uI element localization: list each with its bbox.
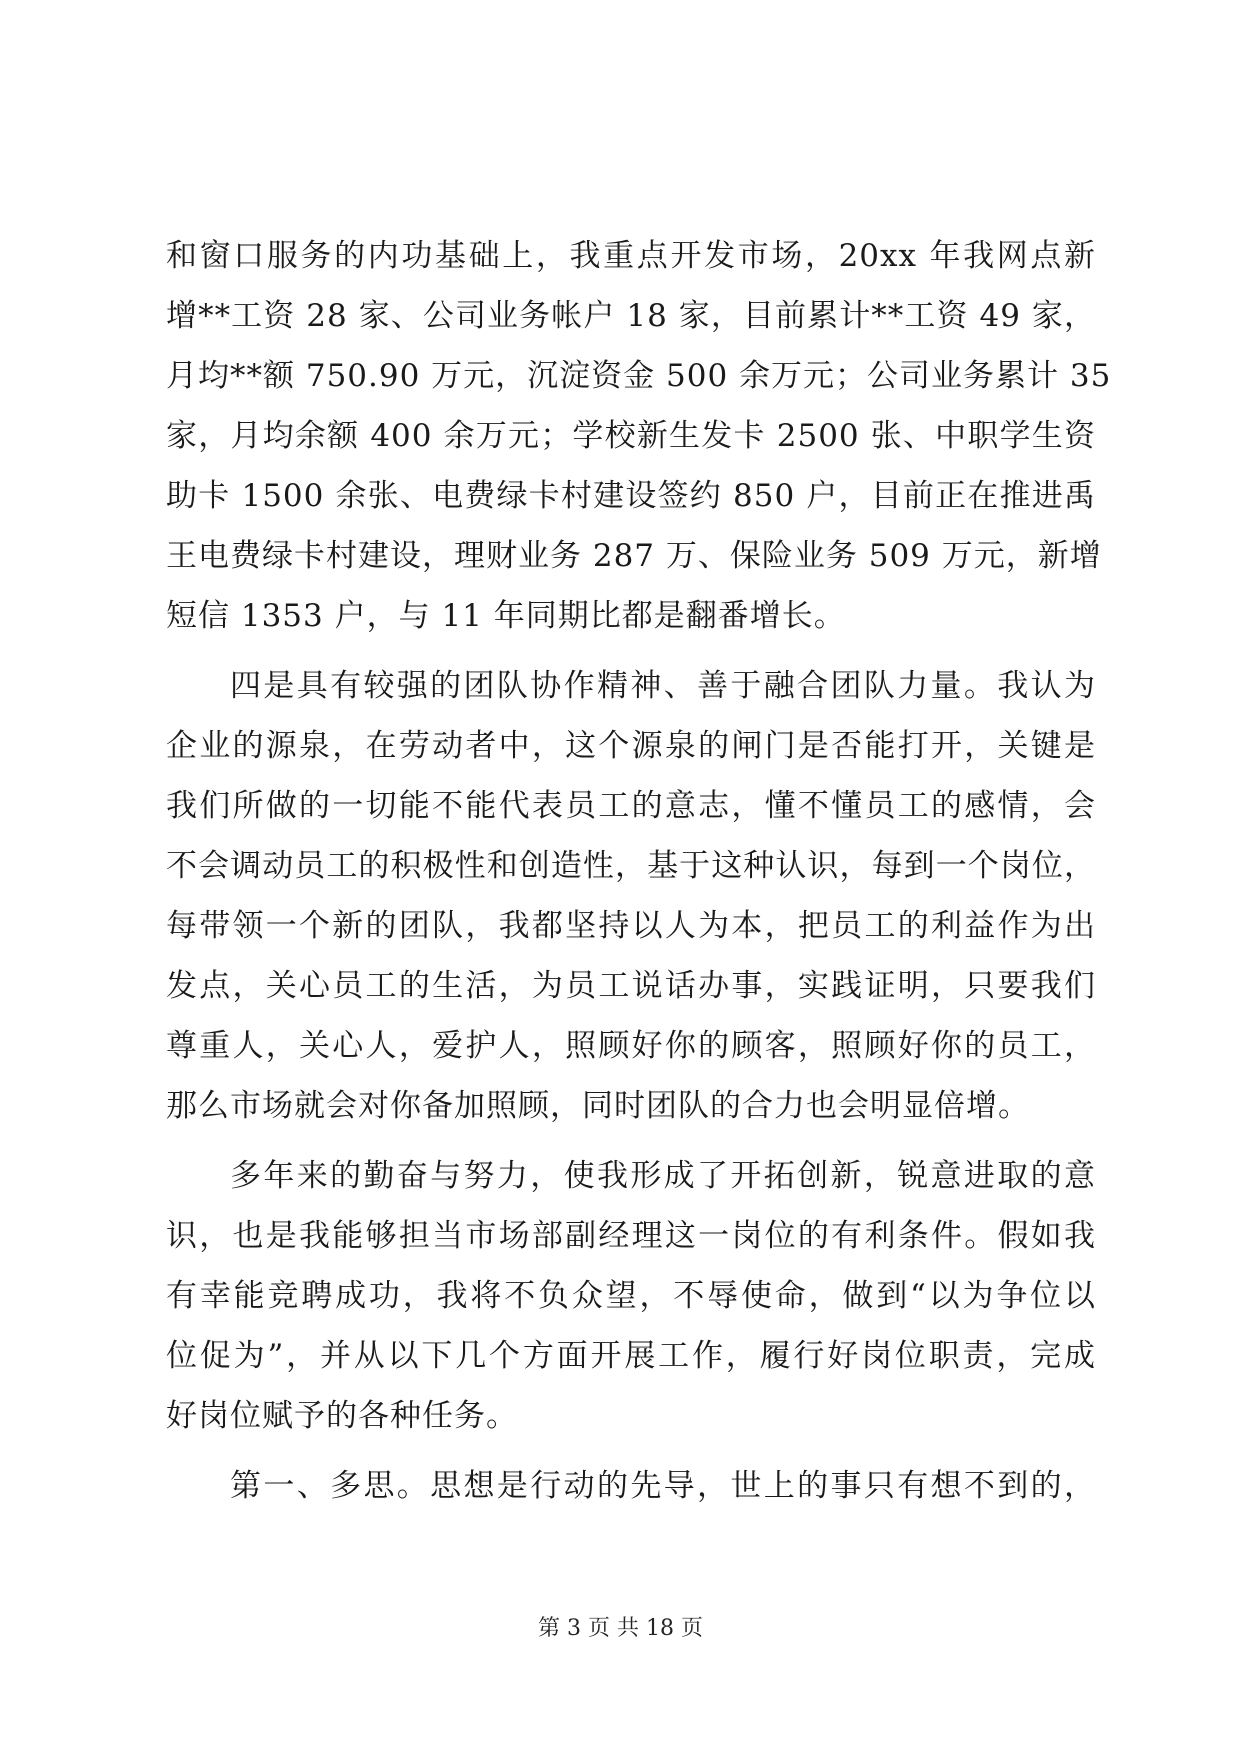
page-number-footer: 第 3 页 共 18 页	[538, 1616, 703, 1641]
body-text-line: 识，也是我能够担当市场部副经理这一岗位的有利条件。假如我	[166, 1218, 1096, 1254]
body-text-line: 那么市场就会对你备加照顾，同时团队的合力也会明显倍增。	[166, 1088, 1030, 1124]
paragraph-first-line: 四是具有较强的团队协作精神、善于融合团队力量。我认为	[230, 668, 1096, 704]
body-text-line: 尊重人，关心人，爱护人，照顾好你的顾客，照顾好你的员工，	[166, 1028, 1096, 1064]
body-text-line: 增**工资 28 家、公司业务帐户 18 家，目前累计**工资 49 家，	[166, 298, 1096, 334]
body-text-line: 助卡 1500 余张、电费绿卡村建设签约 850 户，目前正在推进禹	[166, 478, 1096, 514]
body-text-line: 家，月均余额 400 余万元；学校新生发卡 2500 张、中职学生资	[166, 418, 1096, 454]
body-text-line: 有幸能竞聘成功，我将不负众望，不辱使命，做到“以为争位以	[166, 1278, 1096, 1314]
body-text-line: 发点，关心员工的生活，为员工说话办事，实践证明，只要我们	[166, 968, 1096, 1004]
body-text-line: 短信 1353 户，与 11 年同期比都是翻番增长。	[166, 598, 846, 634]
body-text-line: 我们所做的一切能不能代表员工的意志，懂不懂员工的感情，会	[166, 788, 1096, 824]
body-text-line: 每带领一个新的团队，我都坚持以人为本，把员工的利益作为出	[166, 908, 1096, 944]
body-text-line: 好岗位赋予的各种任务。	[166, 1398, 518, 1434]
body-text-line: 和窗口服务的内功基础上，我重点开发市场，20xx 年我网点新	[166, 238, 1096, 274]
body-text-line: 位促为”，并从以下几个方面开展工作，履行好岗位职责，完成	[166, 1338, 1096, 1374]
body-text-line: 企业的源泉，在劳动者中，这个源泉的闸门是否能打开，关键是	[166, 728, 1096, 764]
body-text-line: 王电费绿卡村建设，理财业务 287 万、保险业务 509 万元，新增	[166, 538, 1102, 574]
body-text-line: 月均**额 750.90 万元，沉淀资金 500 余万元；公司业务累计 35	[166, 358, 1112, 394]
paragraph-first-line: 第一、多思。思想是行动的先导，世上的事只有想不到的，	[230, 1468, 1096, 1504]
body-text-line: 不会调动员工的积极性和创造性，基于这种认识，每到一个岗位，	[166, 848, 1096, 884]
paragraph-first-line: 多年来的勤奋与努力，使我形成了开拓创新，锐意进取的意	[230, 1158, 1096, 1194]
